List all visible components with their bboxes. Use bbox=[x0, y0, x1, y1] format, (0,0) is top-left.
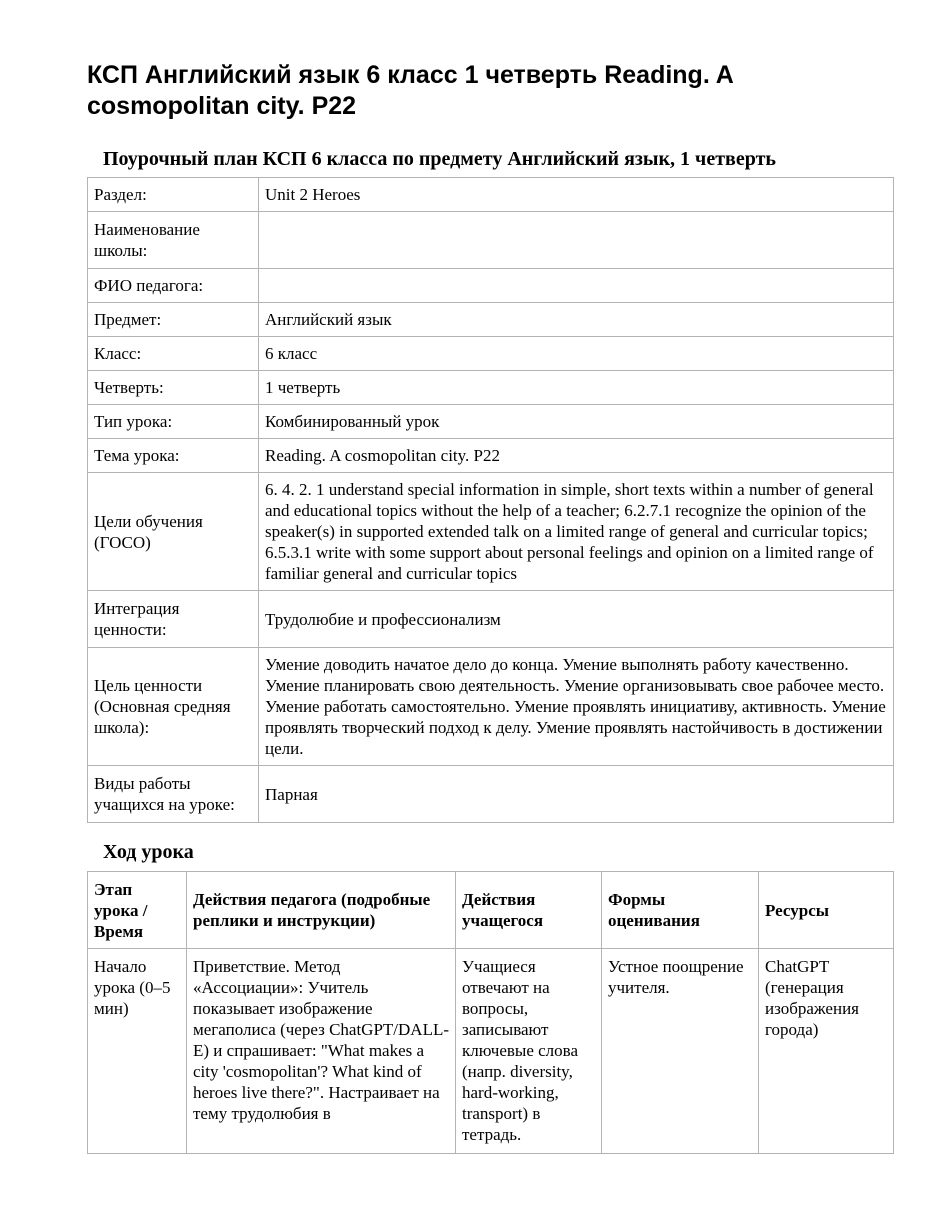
header-stage: Этап урока / Время bbox=[88, 872, 187, 949]
cell-teacher-actions: Приветствие. Метод «Ассоциации»: Учитель показывает изображение мегаполиса (через ChatGPT/DALL-E) и спрашивает: "What makes a city 'cosmopolitan'? What kind of heroes live there?". Настраивает на тему трудолюбия в bbox=[187, 949, 456, 1154]
document-page bbox=[87, 0, 893, 1154]
info-value: 6 класс bbox=[259, 337, 894, 371]
info-value: Трудолюбие и профессионализм bbox=[259, 591, 894, 648]
header-teacher-actions: Действия педагога (подробные реплики и инструкции) bbox=[187, 872, 456, 949]
table-row bbox=[88, 766, 894, 823]
info-label: Четверть: bbox=[88, 371, 259, 405]
table-row bbox=[88, 269, 894, 303]
info-label: Цель ценности (Основная средняя школа): bbox=[88, 648, 259, 766]
lesson-steps-table bbox=[87, 871, 894, 1154]
table-row bbox=[88, 439, 894, 473]
info-label: Класс: bbox=[88, 337, 259, 371]
info-value: 1 четверть bbox=[259, 371, 894, 405]
header-student-actions: Действия учащегося bbox=[456, 872, 602, 949]
info-label: Тема урока: bbox=[88, 439, 259, 473]
table-row bbox=[88, 178, 894, 212]
info-label: Предмет: bbox=[88, 303, 259, 337]
table-row bbox=[88, 473, 894, 591]
cell-resources: ChatGPT (генерация изображения города) bbox=[759, 949, 894, 1154]
table-row bbox=[88, 405, 894, 439]
lesson-info-table bbox=[87, 177, 894, 823]
header-resources: Ресурсы bbox=[759, 872, 894, 949]
info-value: Английский язык bbox=[259, 303, 894, 337]
document-title: КСП Английский язык 6 класс 1 четверть Reading. A cosmopolitan city. P22 bbox=[87, 61, 733, 120]
info-value: 6. 4. 2. 1 understand special information in simple, short texts within a number of general and educational topics without the help of a teacher; 6.2.7.1 recognize the opinion of the speaker(s) in supported extended talk on a limited range of general and curricular topics; 6.5.3.1 write with some support about personal feelings and opinion on a limited range of familiar general and curricular topics bbox=[259, 473, 894, 591]
info-value: Парная bbox=[259, 766, 894, 823]
table-row bbox=[88, 648, 894, 766]
table-header-row bbox=[88, 872, 894, 949]
cell-stage: Начало урока (0–5 мин) bbox=[88, 949, 187, 1154]
info-label: Интеграция ценности: bbox=[88, 591, 259, 648]
info-value bbox=[259, 269, 894, 303]
info-value: Комбинированный урок bbox=[259, 405, 894, 439]
info-label: Тип урока: bbox=[88, 405, 259, 439]
info-label: Наименование школы: bbox=[88, 212, 259, 269]
table-row bbox=[88, 212, 894, 269]
cell-assessment: Устное поощрение учителя. bbox=[602, 949, 759, 1154]
info-label: Виды работы учащихся на уроке: bbox=[88, 766, 259, 823]
info-value: Умение доводить начатое дело до конца. Умение выполнять работу качественно. Умение планировать свою деятельность. Умение организовывать свое рабочее место. Умение работать самостоятельно. Умение проявлять инициативу, активность. Умение проявлять творческий подход к делу. Умение проявлять настойчивость в достижении цели. bbox=[259, 648, 894, 766]
table-row bbox=[88, 303, 894, 337]
plan-heading: Поурочный план КСП 6 класса по предмету Английский язык, 1 четверть bbox=[103, 148, 776, 170]
cell-student-actions: Учащиеся отвечают на вопросы, записывают ключевые слова (напр. diversity, hard-working, transport) в тетрадь. bbox=[456, 949, 602, 1154]
info-value: Reading. A cosmopolitan city. P22 bbox=[259, 439, 894, 473]
table-row bbox=[88, 591, 894, 648]
header-assessment: Формы оценивания bbox=[602, 872, 759, 949]
info-label: Раздел: bbox=[88, 178, 259, 212]
info-value bbox=[259, 212, 894, 269]
info-label: Цели обучения (ГОСО) bbox=[88, 473, 259, 591]
table-row bbox=[88, 371, 894, 405]
table-row bbox=[88, 337, 894, 371]
table-row bbox=[88, 949, 894, 1154]
course-heading: Ход урока bbox=[103, 841, 194, 863]
info-label: ФИО педагога: bbox=[88, 269, 259, 303]
info-value: Unit 2 Heroes bbox=[259, 178, 894, 212]
